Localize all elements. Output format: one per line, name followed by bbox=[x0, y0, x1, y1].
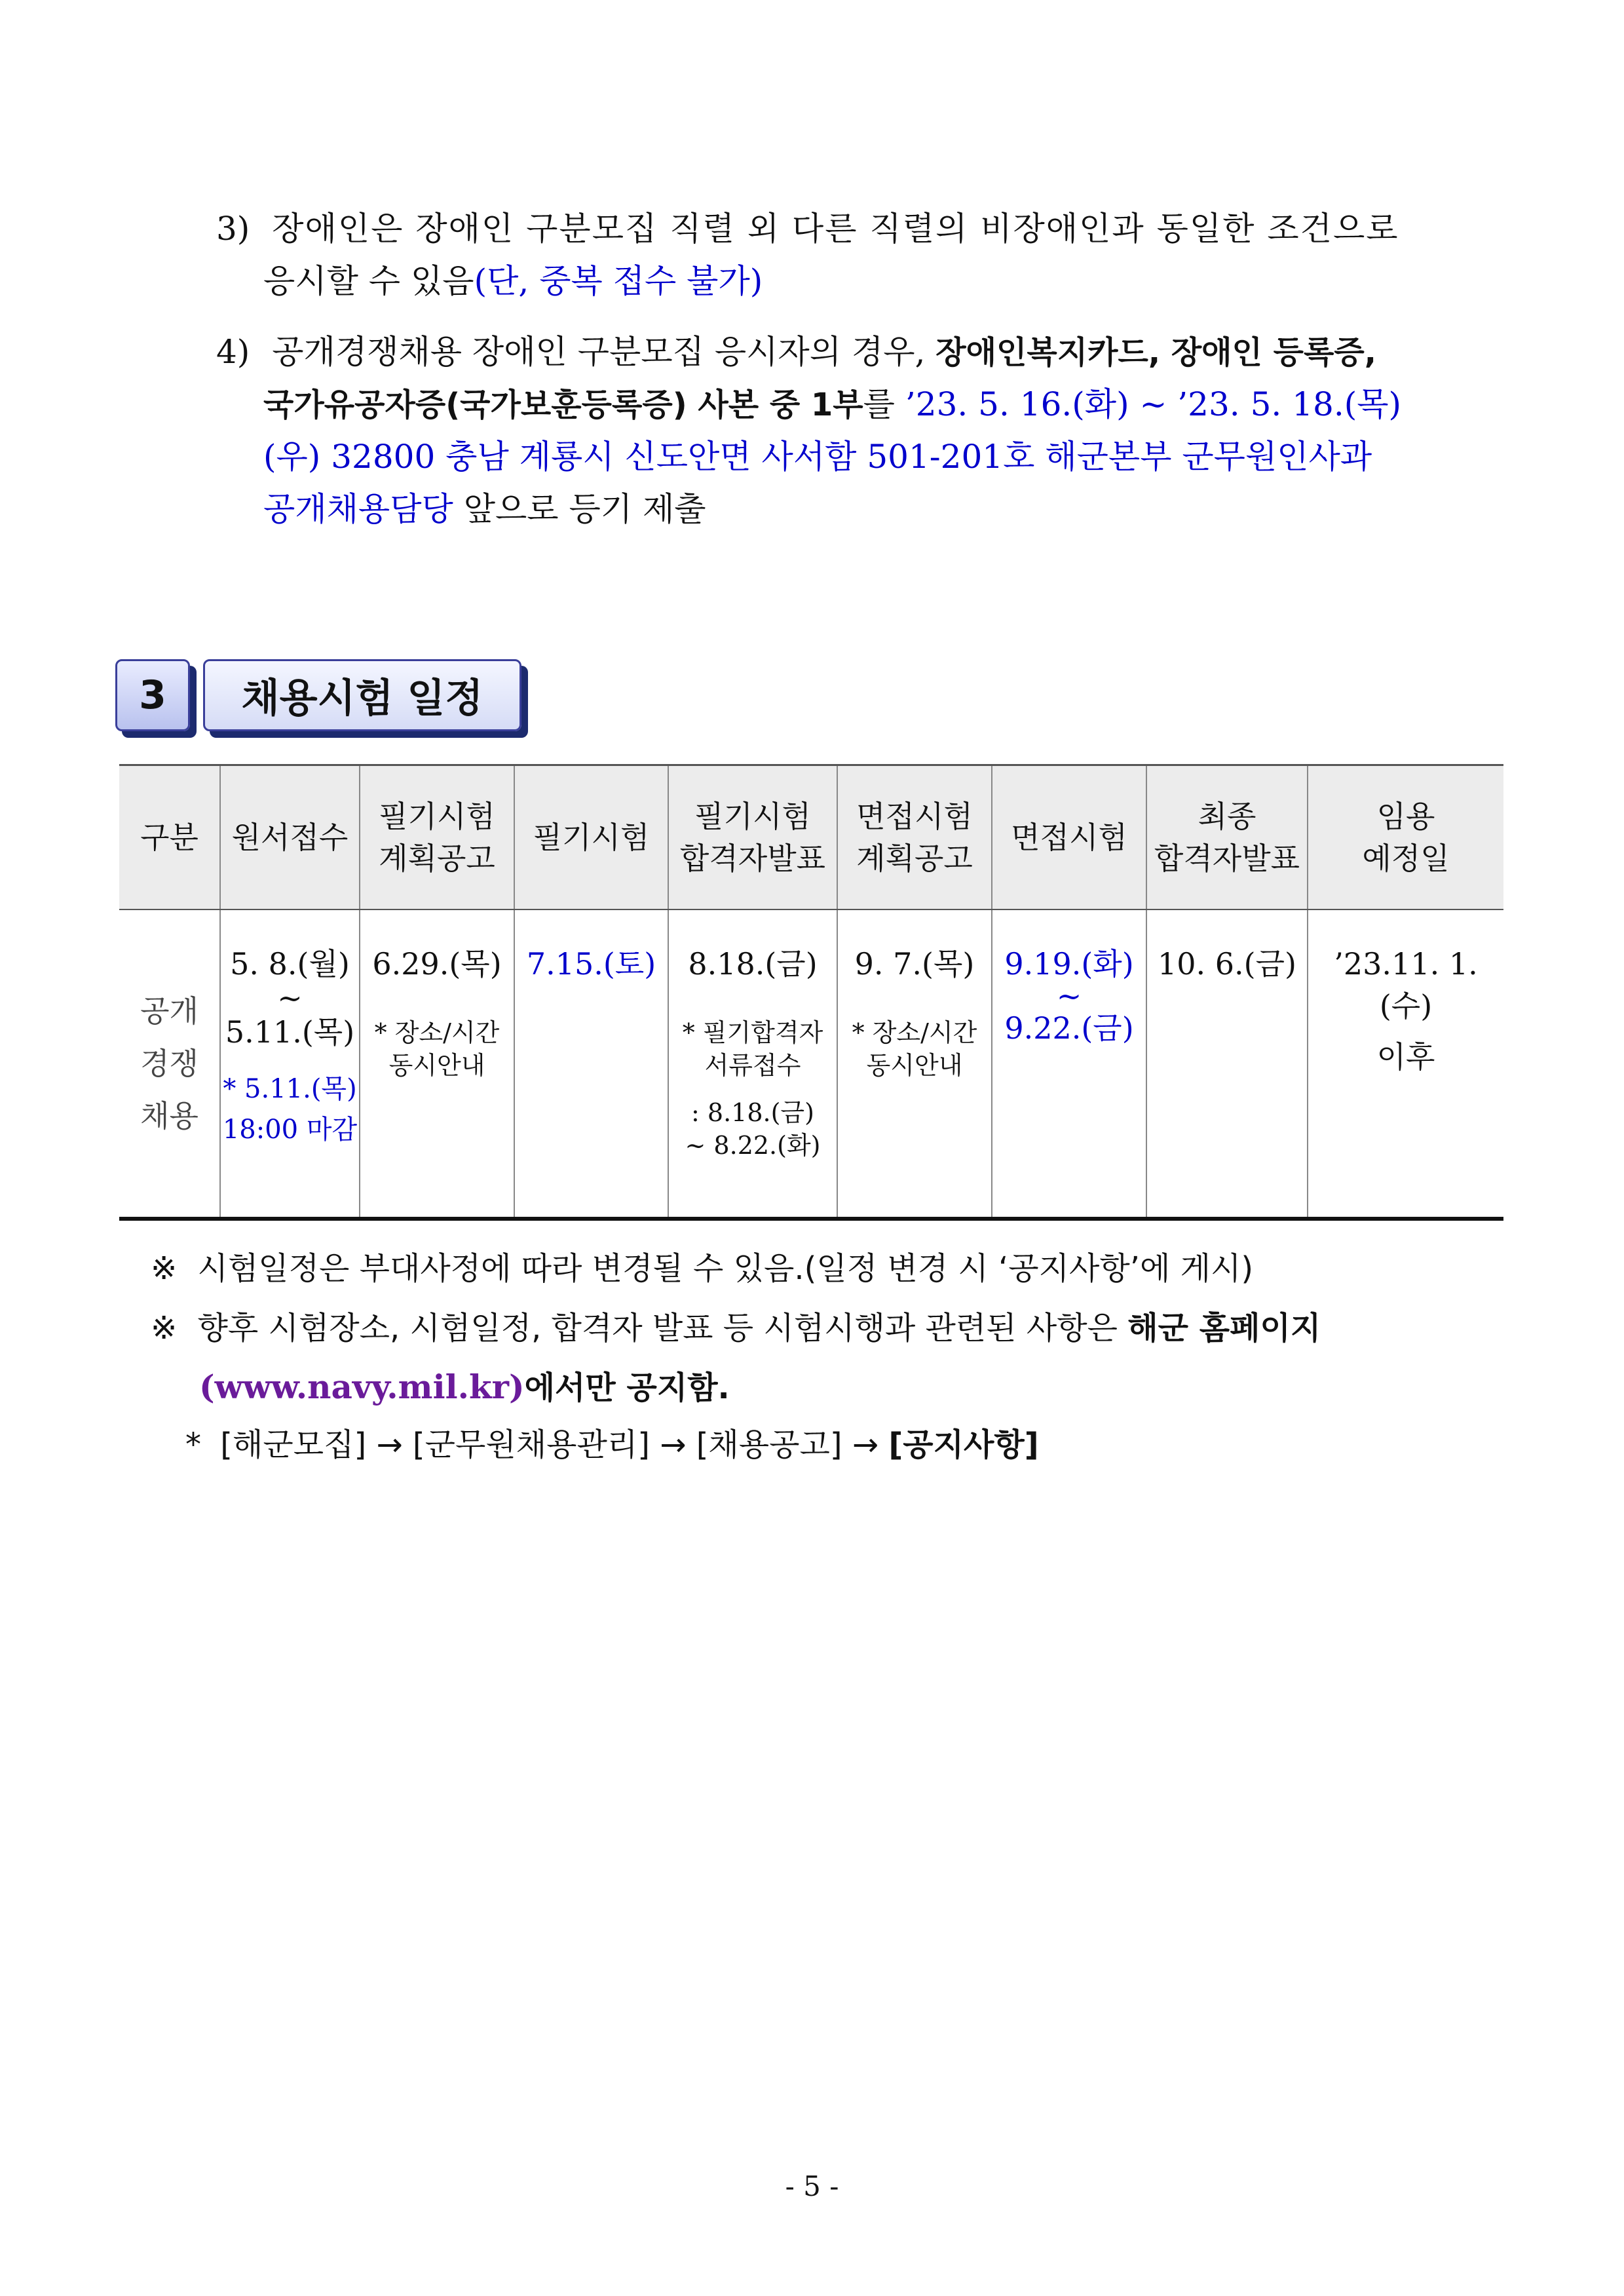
item-4-line4 bbox=[263, 481, 706, 537]
written-plan-date: 6.29.(목) bbox=[372, 946, 502, 982]
header-application: 원서접수 bbox=[220, 765, 360, 910]
note-2-text: 향후 시험장소, 시험일정, 합격자 발표 등 시험시행과 관련된 사항은 bbox=[197, 1310, 1128, 1347]
header-written-result: 필기시험 합격자발표 bbox=[668, 765, 837, 910]
note-2-homepage: 해군 홈페이지 bbox=[1127, 1310, 1321, 1347]
note-2-tail: 에서만 공지함. bbox=[524, 1369, 730, 1406]
written-result-note-3: : 8.18.(금) bbox=[691, 1098, 814, 1127]
item-4-copy-requirement: 국가유공자증(국가보훈등록증) 사본 중 1부 bbox=[263, 387, 863, 423]
header-interview-plan: 면접시험 계획공고 bbox=[837, 765, 992, 910]
interview-plan-date: 9. 7.(목) bbox=[854, 946, 975, 982]
section-title: 채용시험 일정 bbox=[203, 659, 521, 731]
note-mark-1: ※ bbox=[151, 1250, 178, 1287]
cell-written-result bbox=[668, 909, 837, 1219]
table-row bbox=[119, 909, 1503, 1219]
navy-homepage-link[interactable]: (www.navy.mil.kr) bbox=[199, 1368, 525, 1406]
cell-written-exam bbox=[514, 909, 668, 1219]
item-4-submit-period: ’23. 5. 16.(화) ~ ’23. 5. 18.(목) bbox=[905, 385, 1402, 423]
note-announcement bbox=[151, 1300, 1526, 1356]
note-schedule-change bbox=[151, 1240, 1253, 1297]
cell-application bbox=[220, 909, 360, 1219]
cell-interview-plan bbox=[837, 909, 992, 1219]
header-final-result: 최종 합격자발표 bbox=[1146, 765, 1308, 910]
written-exam-date: 7.15.(토) bbox=[526, 946, 656, 982]
application-end: 5.11.(목) bbox=[225, 1014, 355, 1050]
final-result-date: 10. 6.(금) bbox=[1158, 946, 1296, 982]
written-result-note-1: * 필기합격자 bbox=[682, 1018, 823, 1047]
note-1-text: 시험일정은 부대사정에 따라 변경될 수 있음.(일정 변경 시 ‘공지사항’에 게시) bbox=[197, 1250, 1254, 1287]
schedule-table bbox=[119, 764, 1503, 1221]
written-result-note-2: 서류접수 bbox=[704, 1051, 801, 1080]
written-plan-note-1: * 장소/시간 bbox=[374, 1018, 500, 1047]
item-4-line4-text: 앞으로 등기 제출 bbox=[453, 490, 706, 528]
cell-category: 공개 경쟁 채용 bbox=[119, 909, 220, 1219]
item-4-recipient: 공개채용담당 bbox=[263, 490, 453, 528]
appointment-date: ’23.11. 1.(수) bbox=[1334, 946, 1478, 1024]
table-header-row bbox=[119, 765, 1503, 910]
item-3-number: 3) bbox=[216, 210, 250, 248]
path-star: * bbox=[185, 1426, 201, 1463]
item-4-line2-text: 를 bbox=[863, 385, 905, 423]
item-3-line2 bbox=[263, 253, 763, 309]
cell-interview bbox=[992, 909, 1146, 1219]
header-written-exam: 필기시험 bbox=[514, 765, 668, 910]
interview-start: 9.19.(화) bbox=[1004, 946, 1134, 982]
interview-tilde: ~ bbox=[1056, 978, 1082, 1014]
item-4-number: 4) bbox=[216, 333, 250, 371]
application-tilde: ~ bbox=[277, 980, 303, 1016]
written-result-note-4: ~ 8.22.(화) bbox=[685, 1131, 821, 1160]
item-4-line2 bbox=[263, 376, 1401, 433]
note-mark-2: ※ bbox=[151, 1310, 178, 1347]
page-number: - 5 - bbox=[785, 2170, 839, 2202]
item-4 bbox=[216, 324, 1520, 381]
interview-plan-note-1: * 장소/시간 bbox=[852, 1018, 977, 1047]
written-result-date: 8.18.(금) bbox=[688, 946, 818, 982]
appointment-after: 이후 bbox=[1376, 1039, 1435, 1075]
item-3 bbox=[216, 201, 1513, 257]
header-category: 구분 bbox=[119, 765, 220, 910]
header-interview: 면접시험 bbox=[992, 765, 1146, 910]
path-text: [해군모집] → [군무원채용관리] → [채용공고] → bbox=[220, 1426, 889, 1463]
application-deadline-note: * 5.11.(목) bbox=[223, 1074, 357, 1104]
cell-appointment bbox=[1308, 909, 1503, 1219]
item-4-address: (우) 32800 충남 계룡시 신도안면 사서함 501-201호 해군본부 군무원인사과 bbox=[263, 438, 1372, 476]
path-notice: [공지사항] bbox=[888, 1426, 1039, 1463]
item-3-line1: 장애인은 장애인 구분모집 직렬 외 다른 직렬의 비장애인과 동일한 조건으로 bbox=[272, 210, 1399, 248]
item-4-documents: 장애인복지카드, 장애인 등록증, bbox=[935, 334, 1376, 371]
application-deadline-time: 18:00 마감 bbox=[222, 1115, 358, 1145]
cell-final-result bbox=[1146, 909, 1308, 1219]
item-3-duplicate-note: (단, 중복 접수 불가) bbox=[474, 262, 763, 300]
item-4-line1-text: 공개경쟁채용 장애인 구분모집 응시자의 경우, bbox=[272, 333, 936, 371]
written-plan-note-2: 동시안내 bbox=[388, 1051, 485, 1080]
item-3-line2-text: 응시할 수 있음 bbox=[263, 262, 474, 300]
interview-plan-note-2: 동시안내 bbox=[866, 1051, 963, 1080]
section-number-badge: 3 bbox=[115, 659, 190, 731]
header-appointment: 임용 예정일 bbox=[1308, 765, 1503, 910]
cell-written-plan bbox=[360, 909, 514, 1219]
header-written-plan: 필기시험 계획공고 bbox=[360, 765, 514, 910]
application-start: 5. 8.(월) bbox=[230, 946, 350, 982]
notice-navigation-path bbox=[185, 1417, 1039, 1473]
interview-end: 9.22.(금) bbox=[1004, 1010, 1134, 1046]
note-announcement-line2 bbox=[199, 1359, 730, 1416]
